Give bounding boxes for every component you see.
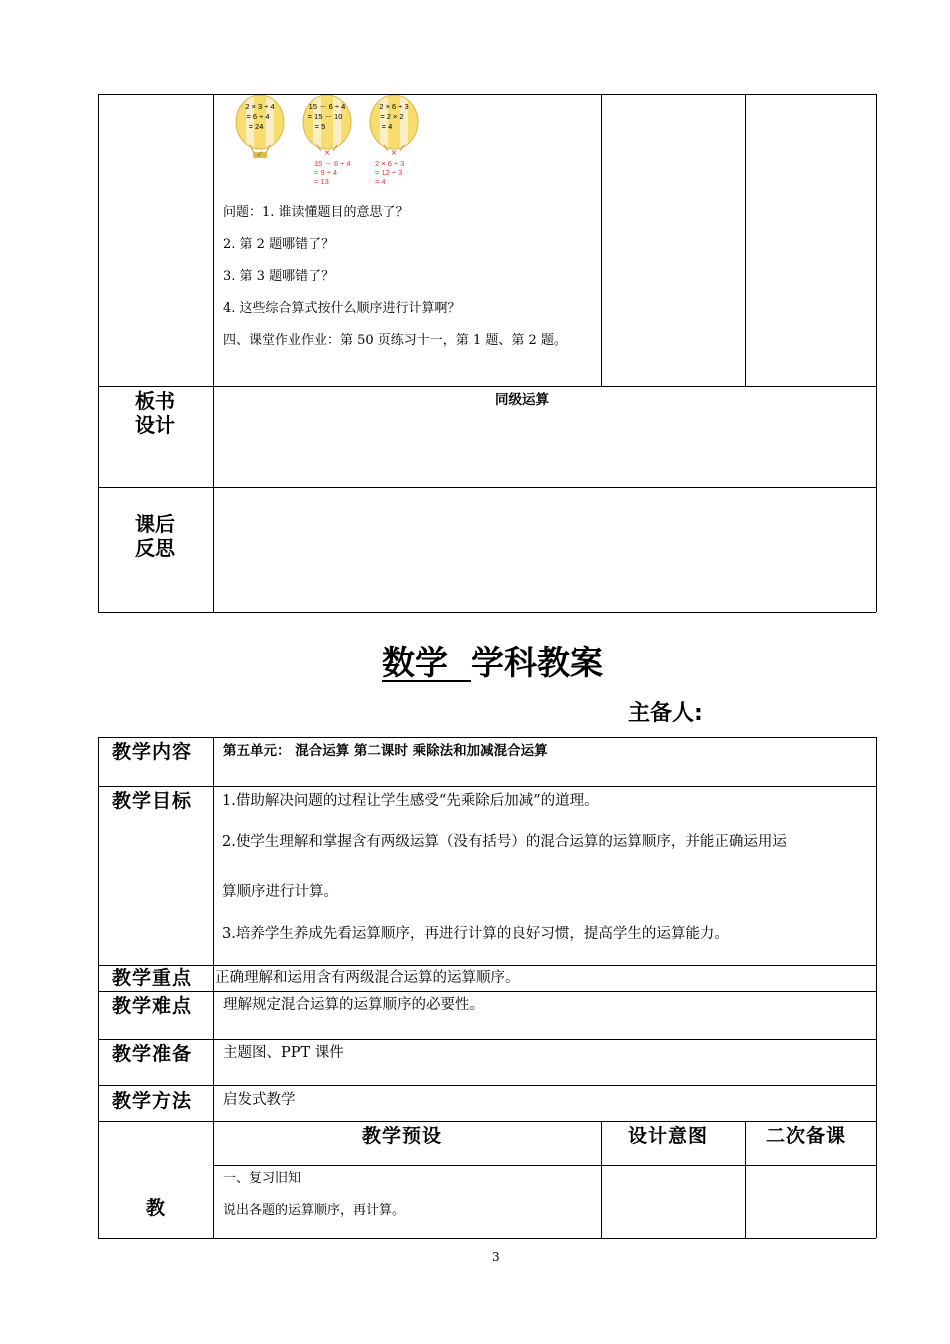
balloon-3-fix-2: = 12 ÷ 3 — [375, 168, 403, 177]
question-4: 4. 这些综合算式按什么顺序进行计算啊？ — [223, 301, 461, 316]
difficulty-value: 理解规定混合运算的运算顺序的必要性。 — [223, 997, 484, 1013]
board-label-1: 板书 — [135, 389, 175, 413]
key-value: 正确理解和运用含有两级混合运算的运算顺序。 — [215, 970, 520, 986]
balloon-3-fix-3: = 4 — [375, 177, 386, 186]
preparer-label: 主备人: — [628, 701, 703, 726]
title-rest: 学科教案 — [470, 643, 603, 682]
balloon-2-line-2: = 15 － 10 — [307, 112, 343, 121]
question-2: 2. 第 2 题哪错了？ — [223, 237, 335, 252]
balloon-2-line-1: 15 － 6 ÷ 4 — [308, 102, 346, 111]
balloons-illustration — [228, 95, 438, 190]
page-number: 3 — [492, 1250, 500, 1264]
board-label-2: 设计 — [135, 413, 175, 437]
balloon-2-fix-2: = 9 ÷ 4 — [314, 168, 338, 177]
balloon-2-fix-3: = 13 — [314, 177, 329, 186]
balloon-2-line-3: = 5 — [314, 122, 326, 131]
question-3: 3. 第 3 题哪错了？ — [223, 269, 335, 284]
content-value: 第五单元： 混合运算 第二课时 乘除法和加减混合运算 — [223, 743, 548, 759]
goal-1: 1.借助解决问题的过程让学生感受“先乘除后加减”的道理。 — [222, 793, 599, 809]
goal-2: 2.使学生理解和掌握含有两级运算（没有括号）的混合运算的运算顺序，并能正确运用运 — [222, 834, 787, 850]
column-second: 二次备课 — [766, 1125, 847, 1147]
balloon-3-line-2: = 2 × 2 — [380, 112, 404, 121]
board-label — [130, 389, 180, 437]
balloon-1-line-1: 2 × 3 ÷ 4 — [245, 102, 275, 111]
page-title — [382, 643, 603, 683]
reflection-label — [130, 512, 180, 560]
balloon-2-fix-1: 15 － 6 ÷ 4 — [314, 159, 351, 168]
balloon-3-line-1: 2 × 6 ÷ 3 — [379, 102, 409, 111]
reflection-label-1: 课后 — [135, 512, 175, 536]
method-label: 教学方法 — [112, 1090, 193, 1112]
reflection-label-2: 反思 — [135, 536, 175, 560]
board-content: 同级运算 — [495, 392, 549, 408]
balloon-3 — [370, 95, 418, 186]
review-title: 一、复习旧知 — [223, 1171, 302, 1186]
balloon-2 — [303, 95, 351, 186]
difficulty-label: 教学难点 — [112, 995, 193, 1017]
content-label: 教学内容 — [112, 741, 193, 763]
balloon-3-fix-1: 2 × 6 ÷ 3 — [375, 159, 405, 168]
balloon-1 — [236, 95, 284, 160]
method-value: 启发式教学 — [223, 1092, 296, 1108]
balloon-1-line-2: = 6 ÷ 4 — [246, 112, 270, 121]
column-preset: 教学预设 — [362, 1125, 443, 1147]
balloon-3-mark: × — [390, 148, 398, 157]
goal-2-cont: 算顺序进行计算。 — [222, 884, 338, 900]
balloon-1-line-3: = 24 — [248, 122, 264, 131]
prep-value: 主题图、PPT 课件 — [223, 1045, 344, 1061]
review-text: 说出各题的运算顺序，再计算。 — [223, 1203, 406, 1218]
question-1: 问题：1. 谁读懂题目的意思了？ — [223, 205, 409, 220]
goal-3: 3.培养学生养成先看运算顺序，再进行计算的良好习惯，提高学生的运算能力。 — [222, 926, 729, 942]
balloon-1-mark: ✓ — [256, 150, 264, 160]
key-label: 教学重点 — [112, 967, 193, 989]
homework-line: 四、课堂作业作业：第 50 页练习十一，第 1 题、第 2 题。 — [223, 333, 567, 348]
column-intent: 设计意图 — [628, 1125, 709, 1147]
balloon-3-line-3: = 4 — [381, 122, 393, 131]
teach-label: 教 — [146, 1197, 167, 1219]
balloon-2-mark: × — [323, 148, 331, 157]
prep-label: 教学准备 — [112, 1043, 193, 1065]
title-subject: 数学 — [382, 643, 448, 682]
goal-label: 教学目标 — [112, 790, 193, 812]
